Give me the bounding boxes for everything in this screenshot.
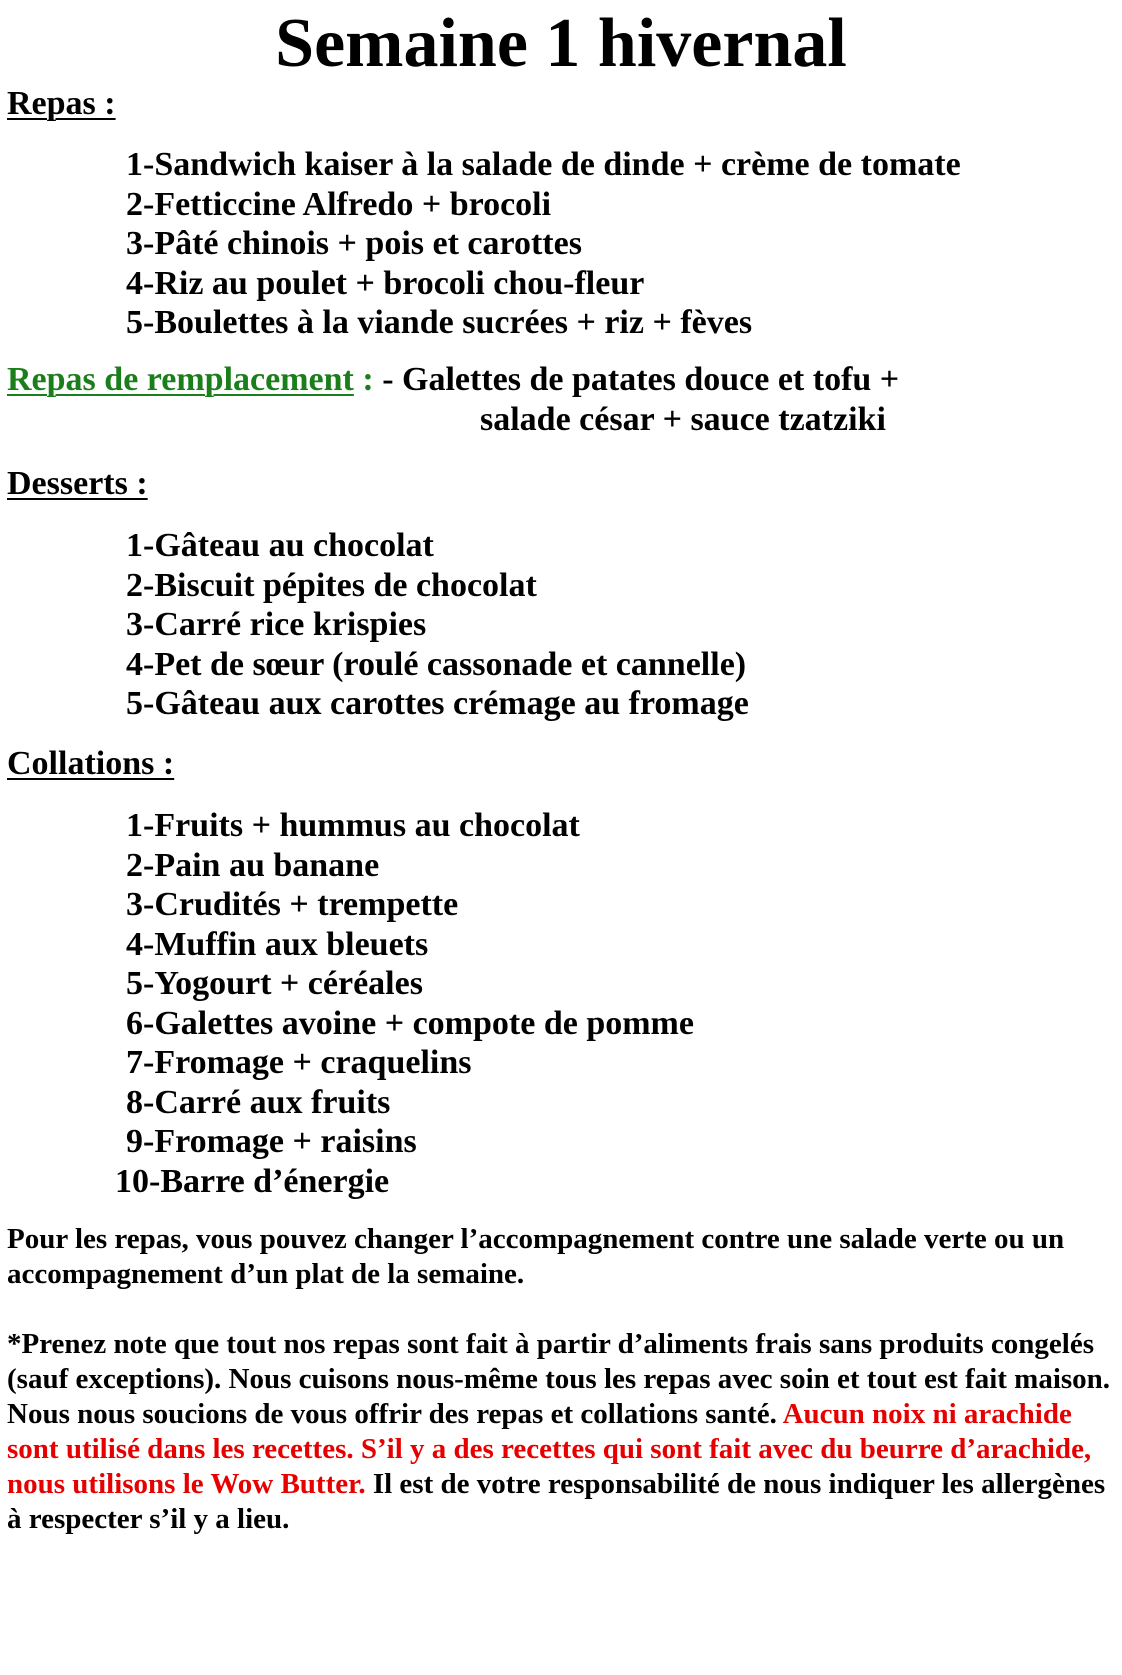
collations-heading: Collations : [7,745,175,782]
note-responsibility: Il est de votre responsabilité de nous indiquer les allergènes à respecter s’il y a lieu. [7,1468,1106,1535]
collations-list [115,806,694,1201]
desserts-heading: Desserts : [7,465,148,502]
repas-heading: Repas : [7,85,116,122]
page-title: Semaine 1 hivernal [275,5,847,82]
dessert-item: 5-Gâteau aux carottes crémage au fromage [126,685,749,722]
note-intro: *Prenez note que tout nos repas sont fait à partir d’aliments frais sans produits congelés (sauf exceptions). Nous cuisons nous-même tous les repas avec soin et tout est fait maison. Nous nous soucions de vous offrir des repas et collations santé. [7,1328,1111,1430]
repas-list [126,145,961,343]
desserts-list [126,526,749,724]
collation-item: 10-Barre d’énergie [115,1162,390,1200]
dessert-item: 1-Gâteau au chocolat [126,527,434,564]
repas-item: 1-Sandwich kaiser à la salade de dinde + crème de tomate [126,146,961,183]
replacement-label: Repas de remplacement [7,361,354,398]
collation-item: 4-Muffin aux bleuets [126,925,429,963]
collation-item: 9-Fromage + raisins [126,1123,417,1160]
fresh-food-note [7,1327,1117,1537]
collation-item: 8-Carré aux fruits [126,1083,391,1121]
collation-item: 6-Galettes avoine + compote de pomme [126,1004,694,1042]
replacement-line-1: - Galettes de patates douce et tofu + [373,361,900,398]
repas-item: 3-Pâté chinois + pois et carottes [126,225,582,262]
allergy-warning: Aucun noix ni arachide sont utilisé dans les recettes. S’il y a des recettes qui sont fait avec du beurre d’arachide, nous utilisons le Wow Butter. [7,1398,1092,1500]
collation-item: 3-Crudités + trempette [126,886,459,923]
accompaniment-note: Pour les repas, vous pouvez changer l’accompagnement contre une salade verte ou un accompagnement d’un plat de la semaine. [7,1223,1065,1290]
collation-item: 5-Yogourt + céréales [126,965,423,1002]
repas-item: 2-Fetticcine Alfredo + brocoli [126,185,552,223]
collation-item: 7-Fromage + craquelins [126,1044,472,1081]
replacement-line-2: salade césar + sauce tzatziki [480,401,886,438]
repas-item: 4-Riz au poulet + brocoli chou-fleur [126,264,645,302]
collation-item: 2-Pain au banane [126,846,380,884]
collation-item: 1-Fruits + hummus au chocolat [126,807,580,844]
replacement-colon: : [353,361,374,398]
replacement-meal [7,360,900,438]
dessert-item: 3-Carré rice krispies [126,606,427,643]
dessert-item: 4-Pet de sœur (roulé cassonade et cannelle) [126,645,747,683]
dessert-item: 2-Biscuit pépites de chocolat [126,566,537,604]
repas-item: 5-Boulettes à la viande sucrées + riz + fèves [126,304,753,341]
